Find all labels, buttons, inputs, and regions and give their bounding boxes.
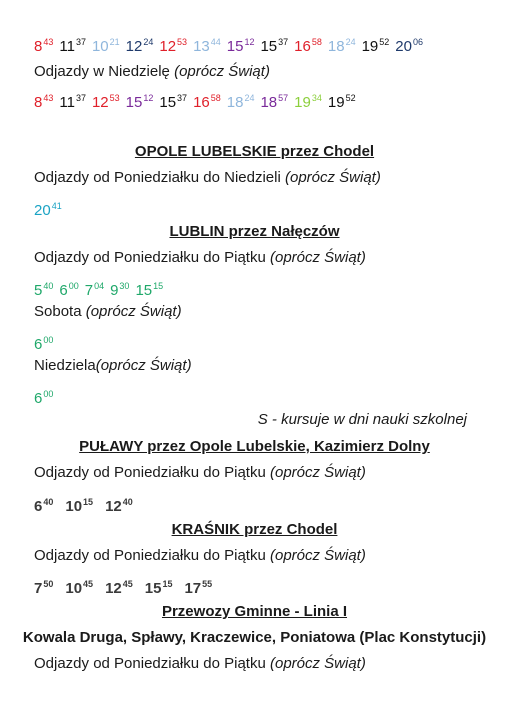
opole-times-row <box>34 196 68 221</box>
departure-time <box>227 88 255 113</box>
departure-minute: 53 <box>177 37 188 47</box>
departure-minute: 57 <box>278 93 289 103</box>
departure-hour: 15 <box>135 282 153 299</box>
departure-time <box>135 276 163 301</box>
departure-time <box>145 574 173 599</box>
departure-minute: 40 <box>43 497 54 507</box>
departure-hour: 15 <box>144 580 162 597</box>
departure-minute: 04 <box>94 281 105 291</box>
departure-minute: 40 <box>122 497 133 507</box>
departure-minute: 15 <box>83 497 94 507</box>
krasnik-heading: KRAŚNIK przez Chodel <box>171 521 338 538</box>
departure-minute: 44 <box>210 37 221 47</box>
departure-minute: 00 <box>43 335 54 345</box>
departure-hour: 18 <box>327 38 345 55</box>
departure-time <box>260 32 288 57</box>
lublin-sunday-times <box>34 384 59 409</box>
departure-minute: 43 <box>43 37 54 47</box>
departure-minute: 30 <box>119 281 130 291</box>
departure-minute: 15 <box>162 579 173 589</box>
departure-minute: 37 <box>177 93 188 103</box>
departure-hour: 6 <box>34 336 43 353</box>
departure-time <box>65 492 93 517</box>
departure-hour: 9 <box>110 282 119 299</box>
departure-minute: 06 <box>412 37 423 47</box>
departure-time <box>159 32 187 57</box>
departure-hour: 20 <box>34 202 51 219</box>
departure-time <box>328 32 356 57</box>
departure-minute: 55 <box>202 579 213 589</box>
departure-minute: 58 <box>311 37 322 47</box>
departure-time <box>59 32 86 57</box>
departure-time <box>260 88 288 113</box>
departure-minute: 24 <box>244 93 255 103</box>
departure-hour: 5 <box>34 282 43 299</box>
departure-time <box>65 574 93 599</box>
departure-hour: 10 <box>65 498 83 515</box>
departure-hour: 10 <box>91 38 109 55</box>
departure-minute: 45 <box>83 579 94 589</box>
departure-time <box>227 32 255 57</box>
departure-time <box>294 88 322 113</box>
departure-minute: 43 <box>43 93 54 103</box>
departure-hour: 18 <box>260 94 278 111</box>
departure-hour: 19 <box>361 38 379 55</box>
departure-time <box>34 276 53 301</box>
departure-hour: 18 <box>226 94 244 111</box>
departure-time <box>34 492 53 517</box>
lublin-times-row <box>34 276 169 301</box>
departure-hour: 10 <box>65 580 83 597</box>
krasnik-label: Odjazdy od Poniedziałku do Piątku (oprócz Świąt) <box>34 547 366 564</box>
departure-hour: 16 <box>294 38 311 55</box>
departure-time <box>59 276 78 301</box>
departure-time <box>34 384 53 409</box>
opole-heading: OPOLE LUBELSKIE przez Chodel <box>134 143 375 160</box>
departure-minute: 24 <box>345 37 356 47</box>
departure-minute: 53 <box>109 93 120 103</box>
departure-time <box>85 276 104 301</box>
top-times-row <box>34 32 429 57</box>
departure-minute: 12 <box>143 93 154 103</box>
lublin-saturday-label: Sobota (oprócz Świąt) <box>34 303 182 320</box>
departure-time <box>362 32 390 57</box>
departure-minute: 52 <box>379 37 390 47</box>
departure-hour: 15 <box>125 94 143 111</box>
departure-time <box>59 88 86 113</box>
departure-hour: 16 <box>193 94 210 111</box>
departure-hour: 11 <box>59 38 75 55</box>
departure-minute: 24 <box>143 37 154 47</box>
krasnik-times-row <box>34 574 224 599</box>
departure-time <box>126 32 154 57</box>
departure-hour: 12 <box>159 38 177 55</box>
departure-time <box>159 88 187 113</box>
departure-hour: 6 <box>59 282 68 299</box>
departure-minute: 34 <box>311 93 322 103</box>
lublin-label: Odjazdy od Poniedziałku do Piątku (oprócz Świąt) <box>34 249 366 266</box>
departure-time <box>395 32 423 57</box>
departure-minute: 37 <box>75 93 86 103</box>
departure-minute: 45 <box>122 579 133 589</box>
departure-time <box>34 88 53 113</box>
departure-hour: 6 <box>34 498 43 515</box>
pulawy-times-row <box>34 492 145 517</box>
departure-hour: 13 <box>193 38 210 55</box>
departure-minute: 52 <box>345 93 356 103</box>
departure-hour: 8 <box>34 38 43 55</box>
departure-hour: 8 <box>34 94 43 111</box>
departure-hour: 15 <box>260 38 278 55</box>
departure-hour: 19 <box>294 94 311 111</box>
departure-minute: 00 <box>43 389 54 399</box>
departure-hour: 6 <box>34 390 43 407</box>
sunday-label: Odjazdy w Niedzielę (oprócz Świąt) <box>34 63 270 80</box>
lublin-saturday-times <box>34 330 59 355</box>
departure-hour: 7 <box>84 282 94 299</box>
departure-minute: 15 <box>153 281 164 291</box>
departure-time <box>126 88 154 113</box>
departure-hour: 7 <box>34 580 43 597</box>
departure-time <box>328 88 356 113</box>
departure-hour: 12 <box>125 38 143 55</box>
pulawy-heading: PUŁAWY przez Opole Lubelskie, Kazimierz Dolny <box>79 438 430 455</box>
departure-minute: 00 <box>68 281 79 291</box>
school-days-note: S - kursuje w dni nauki szkolnej <box>257 411 467 428</box>
departure-minute: 12 <box>244 37 255 47</box>
departure-time <box>294 32 322 57</box>
departure-time <box>105 574 133 599</box>
departure-time <box>34 574 53 599</box>
departure-minute: 37 <box>75 37 86 47</box>
pulawy-label: Odjazdy od Poniedziałku do Piątku (oprócz Świąt) <box>34 464 366 481</box>
lublin-sunday-label: Niedziela(oprócz Świąt) <box>34 357 192 374</box>
departure-minute: 37 <box>278 37 289 47</box>
departure-minute: 21 <box>109 37 120 47</box>
departure-hour: 12 <box>105 580 122 597</box>
gminne-heading: Przewozy Gminne - Linia I <box>161 603 348 620</box>
departure-hour: 17 <box>184 580 202 597</box>
departure-time <box>34 330 53 355</box>
departure-time <box>92 32 120 57</box>
departure-time <box>193 88 221 113</box>
opole-label: Odjazdy od Poniedziałku do Niedzieli (oprócz Świąt) <box>34 169 381 186</box>
departure-time <box>92 88 120 113</box>
lublin-heading: LUBLIN przez Nałęczów <box>169 223 340 240</box>
departure-hour: 15 <box>159 94 177 111</box>
departure-hour: 20 <box>395 38 412 55</box>
departure-time <box>184 574 212 599</box>
departure-hour: 12 <box>105 498 122 515</box>
departure-minute: 40 <box>43 281 54 291</box>
sunday-times-row <box>34 88 362 113</box>
departure-minute: 50 <box>43 579 54 589</box>
departure-hour: 19 <box>327 94 345 111</box>
gminne-label: Odjazdy od Poniedziałku do Piątku (oprócz Świąt) <box>34 655 366 672</box>
departure-hour: 12 <box>91 94 109 111</box>
gminne-route: Kowala Druga, Spławy, Kraczewice, Poniatowa (Plac Konstytucji) <box>22 629 487 646</box>
departure-time <box>110 276 129 301</box>
departure-minute: 58 <box>210 93 221 103</box>
departure-time <box>34 196 62 221</box>
departure-hour: 15 <box>226 38 244 55</box>
departure-minute: 41 <box>51 201 62 211</box>
departure-time <box>105 492 133 517</box>
departure-time <box>193 32 221 57</box>
departure-time <box>34 32 53 57</box>
departure-hour: 11 <box>59 94 75 111</box>
